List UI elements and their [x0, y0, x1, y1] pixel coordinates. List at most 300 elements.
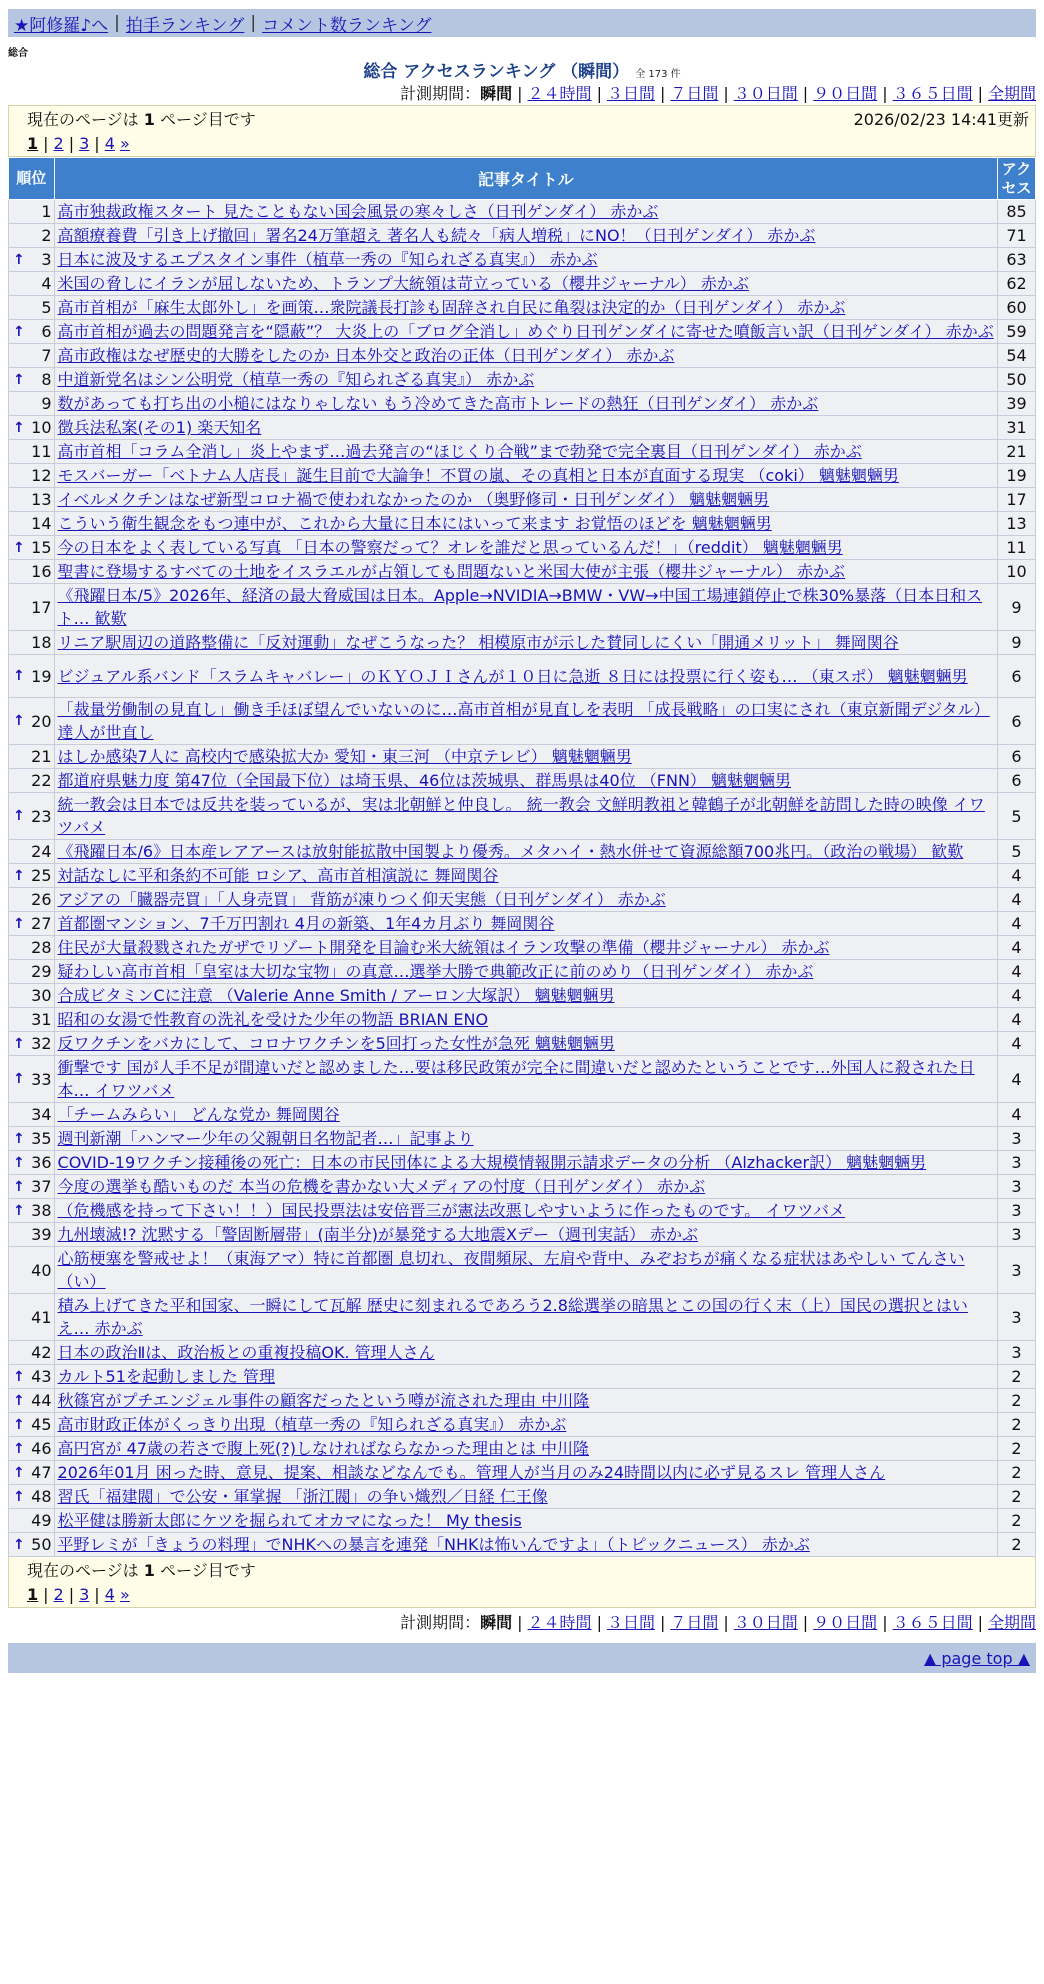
rank-cell: [9, 1509, 55, 1533]
article-link[interactable]: 高市首相が「麻生太郎外し」を画策…衆院議長打診も固辞され自民に亀裂は決定的か（日刊ゲンダイ） 赤かぶ: [57, 298, 846, 317]
article-link[interactable]: 今の日本をよく表している写真 「日本の警察だって？オレを誰だと思っているんだ！」（reddit） 魑魅魍魎男: [57, 538, 843, 557]
title-cell: [54, 793, 998, 840]
access-count: 39: [998, 392, 1036, 416]
table-row: [9, 1509, 1036, 1533]
table-row: [9, 464, 1036, 488]
article-link[interactable]: 昭和の女湯で性教育の洗礼を受けた少年の物語 BRIAN ENO: [57, 1010, 489, 1029]
rank-cell: [9, 1437, 55, 1461]
title-cell: [54, 1151, 998, 1175]
title-cell: [54, 584, 998, 631]
title-cell: [54, 1365, 998, 1389]
table-row: [9, 1294, 1036, 1341]
table-row: [9, 631, 1036, 655]
category-label: 総合: [8, 48, 28, 59]
pager-next-link[interactable]: »: [119, 1585, 130, 1604]
access-count: 2: [998, 1413, 1036, 1437]
title-cell: [54, 296, 998, 320]
title-cell: [54, 1103, 998, 1127]
total-count: 全 173 件: [635, 69, 681, 80]
title-cell: [54, 769, 998, 793]
article-link[interactable]: 住民が大量殺戮されたガザでリゾート開発を目論む米大統領はイラン攻撃の準備（櫻井ジャーナル） 赤かぶ: [57, 938, 830, 957]
table-row: [9, 368, 1036, 392]
table-row: [9, 1127, 1036, 1151]
access-count: 6: [998, 745, 1036, 769]
pager-separator: |: [43, 134, 49, 153]
rank-number: 41: [31, 1307, 52, 1327]
pager-current-page: 1: [27, 134, 39, 153]
article-link[interactable]: 高市首相が過去の問題発言を“隠蔽”？ 大炎上の「ブログ全消し」めぐり日刊ゲンダイに寄せた噴飯言い訳（日刊ゲンダイ） 赤かぶ: [57, 322, 994, 341]
table-row: [9, 912, 1036, 936]
period-link[interactable]: ３日間: [606, 84, 655, 103]
rank-number: 24: [31, 842, 52, 861]
rank-cell: [9, 912, 55, 936]
access-count: 17: [998, 488, 1036, 512]
rank-cell: [9, 200, 55, 224]
article-link[interactable]: ビジュアル系バンド「スラムキャバレー」のＫＹＯＪＩさんが１０日に急逝 ８日には投票に行く姿も… （東スポ） 魑魅魍魎男: [57, 666, 968, 686]
rank-cell: [9, 1413, 55, 1437]
title-cell: [54, 1294, 998, 1341]
rank-cell: [9, 1151, 55, 1175]
table-row: [9, 1151, 1036, 1175]
access-count: 54: [998, 344, 1036, 368]
table-row: [9, 1056, 1036, 1103]
rank-cell: [9, 1008, 55, 1032]
table-row: [9, 1389, 1036, 1413]
up-arrow-icon: ↑: [13, 539, 25, 556]
title-cell: [54, 392, 998, 416]
access-count: 59: [998, 320, 1036, 344]
rank-cell: [9, 296, 55, 320]
title-cell: [54, 698, 998, 745]
home-link[interactable]: ★阿修羅♪へ: [14, 15, 109, 36]
rank-cell: [9, 536, 55, 560]
rank-number: 50: [31, 1535, 52, 1554]
table-row: [9, 584, 1036, 631]
pager-separator: |: [68, 134, 75, 153]
up-arrow-icon: ↑: [13, 1368, 25, 1385]
article-link[interactable]: 松平健は勝新太郎にケツを掘られてオカマになった！ My thesis: [57, 1511, 522, 1530]
table-row: [9, 512, 1036, 536]
title-cell: [54, 416, 998, 440]
rank-column-header: 順位: [9, 158, 55, 200]
period-current: 瞬間: [480, 1613, 513, 1632]
access-count: 6: [998, 769, 1036, 793]
table-row: [9, 936, 1036, 960]
article-link[interactable]: 数があっても打ち出の小槌にはなりゃしない もう冷めてきた高市トレードの熱狂（日刊ゲンダイ） 赤かぶ: [57, 394, 819, 413]
article-link[interactable]: 心筋梗塞を警戒せよ！（東海アマ）特に首都圏 息切れ、夜間頻尿、左肩や背中、みぞおちが痛くなる症状はあやしい てんさい（い）: [57, 1249, 965, 1291]
pager-page-link[interactable]: 3: [79, 1585, 90, 1604]
title-cell: [54, 912, 998, 936]
table-row: [9, 1461, 1036, 1485]
title-cell: [54, 1032, 998, 1056]
access-count: 63: [998, 248, 1036, 272]
rank-number: 47: [31, 1463, 52, 1482]
rank-cell: [9, 416, 55, 440]
article-link[interactable]: リニア駅周辺の道路整備に「反対運動」なぜこうなった？ 相模原市が示した賛同しにくい「開通メリット」 舞岡関谷: [57, 633, 899, 652]
title-cell: [54, 864, 998, 888]
article-link[interactable]: （危機感を持って下さい！！）国民投票法は安倍晋三が憲法改悪しやすいように作ったものです。 イワツバメ: [57, 1201, 846, 1220]
rank-cell: [9, 769, 55, 793]
rank-number: 16: [31, 562, 52, 581]
rank-number: 3: [41, 250, 52, 269]
period-link[interactable]: ３日間: [606, 1613, 655, 1632]
access-count: 5: [998, 793, 1036, 840]
pager-separator: |: [94, 134, 100, 153]
period-separator: |: [659, 84, 666, 103]
title-cell: [54, 745, 998, 769]
title-cell: [54, 1223, 998, 1247]
article-link[interactable]: カルト51を起動しました 管理: [57, 1367, 275, 1386]
rank-cell: [9, 272, 55, 296]
article-link[interactable]: 高市首相「コラム全消し」炎上やまず…過去発言の“ほじくり合戦”まで勃発で完全裏目（日刊ゲンダイ） 赤かぶ: [57, 442, 862, 461]
article-link[interactable]: 合成ビタミンCに注意 （Valerie Anne Smith / アーロン大塚訳） 魑魅魍魎男: [57, 986, 615, 1005]
access-count: 4: [998, 1056, 1036, 1103]
period-link[interactable]: ３０日間: [733, 1613, 798, 1632]
title-cell: [54, 1175, 998, 1199]
pager-page-link[interactable]: 2: [53, 134, 64, 153]
up-arrow-icon: ↑: [13, 251, 25, 268]
access-count: 4: [998, 1103, 1036, 1127]
period-link[interactable]: ３６５日間: [892, 84, 973, 103]
access-count: 4: [998, 912, 1036, 936]
rank-cell: [9, 1199, 55, 1223]
rank-cell: [9, 984, 55, 1008]
title-cell: [54, 1533, 998, 1557]
rank-cell: [9, 936, 55, 960]
rank-number: 34: [31, 1105, 52, 1124]
up-arrow-icon: ↑: [13, 1202, 25, 1219]
article-link[interactable]: 《飛躍日本/5》2026年、経済の最大脅威国は日本。Apple→NVIDIA→BMW・VW→中国工場連鎖停止で株30%暴落（日本日和スト… 歓歎: [57, 586, 983, 628]
period-selector: [8, 83, 1036, 105]
access-count: 9: [998, 631, 1036, 655]
article-link[interactable]: 徴兵法私案(その1) 楽天知名: [57, 418, 262, 437]
pager-page-link[interactable]: 4: [104, 134, 115, 153]
rank-number: 38: [31, 1201, 52, 1220]
table-row: [9, 840, 1036, 864]
access-count: 2: [998, 1437, 1036, 1461]
rank-cell: [9, 1127, 55, 1151]
article-link[interactable]: はしか感染7人に 高校内で感染拡大か 愛知・東三河 （中京テレビ） 魑魅魍魎男: [57, 747, 632, 766]
period-separator: |: [977, 84, 983, 103]
up-arrow-icon: ↑: [13, 1416, 25, 1433]
access-count: 2: [998, 1461, 1036, 1485]
article-link[interactable]: こういう衛生観念をもつ連中が、これから大量に日本にはいって来ます お覚悟のほどを 魑魅魍魎男: [57, 514, 772, 533]
access-count: 4: [998, 864, 1036, 888]
page-top-link[interactable]: ▲ page top ▲: [923, 1648, 1030, 1668]
access-count: 2: [998, 1365, 1036, 1389]
article-link[interactable]: 日本の政治Ⅱは、政治板との重複投稿OK. 管理人さん: [57, 1343, 435, 1362]
rank-number: 37: [31, 1177, 52, 1196]
table-row: [9, 1032, 1036, 1056]
nav-separator: |: [114, 13, 120, 33]
article-link[interactable]: 高額療養費「引き上げ撤回」署名24万筆超え 著名人も続々「病人増税」にNO！（日刊ゲンダイ） 赤かぶ: [57, 226, 816, 245]
rank-cell: [9, 655, 55, 698]
rank-number: 26: [31, 890, 52, 909]
ranking-title: 総合 アクセスランキング （瞬間）: [363, 62, 630, 82]
period-selector-bottom: [8, 1612, 1036, 1634]
title-cell: [54, 1485, 998, 1509]
rank-number: 6: [41, 322, 52, 341]
rank-cell: [9, 1223, 55, 1247]
title-cell: [54, 1247, 998, 1294]
period-separator: |: [723, 1613, 729, 1632]
table-row: [9, 984, 1036, 1008]
title-cell: [54, 272, 998, 296]
rank-number: 39: [31, 1225, 52, 1244]
access-count: 13: [998, 512, 1036, 536]
title-cell: [54, 888, 998, 912]
title-cell: [54, 1389, 998, 1413]
rank-cell: [9, 392, 55, 416]
rank-cell: [9, 1365, 55, 1389]
period-link[interactable]: ７日間: [670, 84, 719, 103]
table-row: [9, 272, 1036, 296]
page-info-box: [8, 105, 1036, 157]
article-link[interactable]: アジアの「臓器売買」「人身売買」 背筋が凍りつく仰天実態（日刊ゲンダイ） 赤かぶ: [57, 890, 666, 909]
article-link[interactable]: モスバーガー「ベトナム人店長」誕生目前で大論争！不買の嵐、その真相と日本が直面する現実 （coki） 魑魅魍魎男: [57, 466, 899, 485]
period-separator: |: [723, 84, 729, 103]
rank-cell: [9, 793, 55, 840]
period-label: 計測期間：: [400, 1613, 481, 1632]
access-count: 21: [998, 440, 1036, 464]
access-count: 4: [998, 1032, 1036, 1056]
up-arrow-icon: ↑: [13, 668, 25, 684]
rank-number: 43: [31, 1367, 52, 1386]
article-link[interactable]: 高市財政正体がくっきり出現（植草一秀の『知られざる真実』） 赤かぶ: [57, 1415, 567, 1434]
access-count: 71: [998, 224, 1036, 248]
rank-number: 45: [31, 1415, 52, 1434]
rank-number: 8: [41, 370, 52, 389]
access-count: 6: [998, 655, 1036, 698]
article-link[interactable]: 今度の選挙も酷いものだ 本当の危機を書かない大メディアの忖度（日刊ゲンダイ） 赤かぶ: [57, 1177, 706, 1196]
access-count: 31: [998, 416, 1036, 440]
title-cell: [54, 200, 998, 224]
rank-cell: [9, 1032, 55, 1056]
rank-number: 27: [31, 914, 52, 933]
rank-cell: [9, 1056, 55, 1103]
access-count: 3: [998, 1247, 1036, 1294]
article-link[interactable]: 統一教会は日本では反共を装っているが、実は北朝鮮と仲良し。 統一教会 文鮮明教祖と韓鶴子が北朝鮮を訪問した時の映像 イワツバメ: [57, 795, 985, 837]
rank-number: 18: [31, 633, 52, 652]
up-arrow-icon: ↑: [13, 1440, 25, 1457]
period-separator: |: [882, 84, 888, 103]
title-cell: [54, 1056, 998, 1103]
title-cell: [54, 1127, 998, 1151]
rank-number: 9: [41, 394, 52, 413]
rank-cell: [9, 864, 55, 888]
access-count: 2: [998, 1485, 1036, 1509]
rank-cell: [9, 631, 55, 655]
period-link[interactable]: ７日間: [670, 1613, 719, 1632]
article-link[interactable]: 2026年01月 困った時、意見、提案、相談などなんでも。管理人が当月のみ24時間以内に必ず見るスレ 管理人さん: [57, 1463, 886, 1482]
up-arrow-icon: ↑: [13, 371, 25, 388]
rank-cell: [9, 224, 55, 248]
period-link[interactable]: 全期間: [987, 1613, 1036, 1632]
article-link[interactable]: 「チームみらい」 どんな党か 舞岡関谷: [57, 1105, 340, 1124]
table-row: [9, 488, 1036, 512]
current-page-text: 現在のページは 1 ページ目です: [27, 1561, 256, 1580]
period-link[interactable]: ９０日間: [813, 84, 878, 103]
article-link[interactable]: 「裁量労働制の見直し」働き手ほぼ望んでいないのに…高市首相が見直しを表明 「成長戦略」の口実にされ（東京新聞デジタル） 達人が世直し: [57, 700, 990, 742]
title-cell: [54, 512, 998, 536]
nav-separator: |: [250, 13, 257, 33]
rank-cell: [9, 320, 55, 344]
article-link[interactable]: COVID-19ワクチン接種後の死亡：日本の市民団体による大規模情報開示請求データの分析 （Alzhacker訳） 魑魅魍魎男: [57, 1153, 927, 1172]
period-link[interactable]: 全期間: [987, 84, 1036, 103]
period-separator: |: [802, 1613, 809, 1632]
article-link[interactable]: 週刊新潮「ハンマー少年の父親朝日名物記者…」記事より: [57, 1129, 474, 1148]
article-link[interactable]: イベルメクチンはなぜ新型コロナ禍で使われなかったのか （奥野修司・日刊ゲンダイ） 魑魅魍魎男: [57, 490, 770, 509]
rank-number: 5: [41, 298, 52, 317]
period-link[interactable]: ３６５日間: [892, 1613, 973, 1632]
title-cell: [54, 248, 998, 272]
article-link[interactable]: 聖書に登場するすべての土地をイスラエルが占領しても問題ないと米国大使が主張（櫻井ジャーナル） 赤かぶ: [57, 562, 846, 581]
article-link[interactable]: 高円宮が 47歳の若さで腹上死(?)しなければならなかった理由とは 中川隆: [57, 1439, 590, 1458]
article-link[interactable]: 平野レミが「きょうの料理」でNHKへの暴言を連発「NHKは怖いんですよ」（トピックニュース） 赤かぶ: [57, 1535, 810, 1554]
current-page-text: 現在のページは 1 ページ目です: [27, 110, 256, 129]
rank-cell: [9, 745, 55, 769]
period-label: 計測期間：: [400, 84, 481, 103]
access-count: 4: [998, 984, 1036, 1008]
article-link[interactable]: 米国の脅しにイランが屈しないため、トランプ大統領は苛立っている（櫻井ジャーナル） 赤かぶ: [57, 274, 749, 293]
pager-next-link[interactable]: »: [119, 134, 130, 153]
article-link[interactable]: 秋篠宮がプチエンジェル事件の顧客だったという噂が流された理由 中川隆: [57, 1391, 590, 1410]
rank-number: 25: [31, 866, 52, 885]
table-row: [9, 320, 1036, 344]
article-link[interactable]: 対話なしに平和条約不可能 ロシア、高市首相演説に 舞岡関谷: [57, 866, 499, 885]
up-arrow-icon: ↑: [13, 1035, 25, 1052]
article-link[interactable]: 日本に波及するエプスタイン事件（植草一秀の『知られざる真実』） 赤かぶ: [57, 250, 598, 269]
period-link[interactable]: ９０日間: [813, 1613, 878, 1632]
title-cell: [54, 984, 998, 1008]
rank-number: 42: [31, 1343, 52, 1362]
rank-number: 35: [31, 1129, 52, 1148]
access-column-header: アクセス: [998, 158, 1036, 200]
rank-number: 32: [31, 1034, 52, 1053]
rank-cell: [9, 1461, 55, 1485]
access-count: 62: [998, 272, 1036, 296]
access-count: 4: [998, 960, 1036, 984]
rank-cell: [9, 1294, 55, 1341]
title-cell: [54, 1341, 998, 1365]
up-arrow-icon: ↑: [13, 1488, 25, 1505]
up-arrow-icon: ↑: [13, 1464, 25, 1481]
pagination-bottom: [27, 1583, 1029, 1607]
rank-number: 4: [41, 274, 52, 293]
title-cell: [54, 440, 998, 464]
article-link[interactable]: 高市独裁政権スタート 見たこともない国会風景の寒々しさ（日刊ゲンダイ） 赤かぶ: [57, 202, 659, 221]
table-row: [9, 440, 1036, 464]
rank-cell: [9, 840, 55, 864]
table-row: [9, 560, 1036, 584]
ranking-table: [8, 157, 1036, 1557]
rank-cell: [9, 560, 55, 584]
article-link[interactable]: 都道府県魅力度 第47位（全国最下位）は埼玉県、46位は茨城県、群馬県は40位 （FNN） 魑魅魍魎男: [57, 771, 792, 790]
article-link[interactable]: 九州壊滅!? 沈黙する「警固断層帯」(南半分)が暴発する大地震Xデー（週刊実話） 赤かぶ: [57, 1225, 699, 1244]
article-link[interactable]: 高市政権はなぜ歴史的大勝をしたのか 日本外交と政治の正体（日刊ゲンダイ） 赤かぶ: [57, 346, 675, 365]
clap-ranking-link[interactable]: 拍手ランキング: [125, 15, 245, 36]
rank-number: 29: [31, 962, 52, 981]
rank-number: 15: [31, 538, 52, 557]
table-row: [9, 248, 1036, 272]
article-link[interactable]: 中道新党名はシン公明党（植草一秀の『知られざる真実』） 赤かぶ: [57, 370, 535, 389]
period-separator: |: [596, 1613, 602, 1632]
rank-cell: [9, 1341, 55, 1365]
rank-number: 11: [31, 442, 52, 461]
rank-number: 7: [41, 346, 52, 365]
article-link[interactable]: 疑わしい高市首相「皇室は大切な宝物」の真意…選挙大勝で典範改正に前のめり（日刊ゲンダイ） 赤かぶ: [57, 962, 814, 981]
period-link[interactable]: ２４時間: [527, 1613, 592, 1632]
up-arrow-icon: ↑: [13, 808, 25, 824]
rank-number: 31: [31, 1010, 52, 1029]
article-link[interactable]: 積み上げてきた平和国家、一瞬にして瓦解 歴史に刻まれるであろう2.8総選挙の暗黒とこの国の行く末（上）国民の選択とはいえ… 赤かぶ: [57, 1296, 968, 1338]
access-count: 11: [998, 536, 1036, 560]
period-link[interactable]: ３０日間: [733, 84, 798, 103]
page-title: [8, 61, 1036, 83]
table-row: [9, 655, 1036, 698]
access-count: 3: [998, 1223, 1036, 1247]
table-row: [9, 888, 1036, 912]
table-row: [9, 296, 1036, 320]
rank-number: 36: [31, 1153, 52, 1172]
table-row: [9, 960, 1036, 984]
rank-number: 46: [31, 1439, 52, 1458]
title-cell: [54, 960, 998, 984]
article-link[interactable]: 《飛躍日本/6》日本産レアアースは放射能拡散中国製より優秀。メタハイ・熱水併せて資源総額700兆円。（政治の戦場） 歓歎: [57, 842, 964, 861]
table-row: [9, 864, 1036, 888]
title-cell: [54, 368, 998, 392]
period-separator: |: [517, 1613, 523, 1632]
rank-cell: [9, 368, 55, 392]
table-row: [9, 1533, 1036, 1557]
access-count: 85: [998, 200, 1036, 224]
article-link[interactable]: 衝撃です 国が人手不足が間違いだと認めました…要は移民政策が完全に間違いだと認めたということです…外国人に殺された日本… イワツバメ: [57, 1058, 975, 1100]
article-link[interactable]: 首都圏マンション、7千万円割れ 4月の新築、1年4カ月ぶり 舞岡関谷: [57, 914, 555, 933]
rank-number: 23: [31, 806, 52, 826]
table-row: [9, 1485, 1036, 1509]
pager-page-link[interactable]: 2: [53, 1585, 64, 1604]
rank-number: 22: [31, 771, 52, 790]
title-cell: [54, 936, 998, 960]
up-arrow-icon: ↑: [13, 1154, 25, 1171]
rank-number: 19: [31, 666, 52, 686]
table-row: [9, 200, 1036, 224]
access-count: 2: [998, 1533, 1036, 1557]
pager-page-link[interactable]: 4: [104, 1585, 115, 1604]
rank-cell: [9, 464, 55, 488]
updated-timestamp: 2026/02/23 14:41更新: [853, 110, 1029, 129]
rank-number: 2: [41, 226, 52, 245]
rank-cell: [9, 344, 55, 368]
up-arrow-icon: ↑: [13, 1130, 25, 1147]
article-link[interactable]: 習氏「福建閥」で公安・軍掌握 「浙江閥」の争い熾烈／日経 仁王像: [57, 1487, 548, 1506]
table-row: [9, 416, 1036, 440]
comment-ranking-link[interactable]: コメント数ランキング: [262, 15, 432, 36]
article-link[interactable]: 反ワクチンをバカにして、コロナワクチンを5回打った女性が急死 魑魅魍魎男: [57, 1034, 615, 1053]
pagination: [27, 132, 1029, 156]
rank-cell: [9, 1533, 55, 1557]
up-arrow-icon: ↑: [13, 1536, 25, 1553]
access-count: 60: [998, 296, 1036, 320]
rank-number: 28: [31, 938, 52, 957]
access-count: 6: [998, 698, 1036, 745]
pager-page-link[interactable]: 3: [79, 134, 90, 153]
access-count: 3: [998, 1175, 1036, 1199]
pager-separator: |: [94, 1585, 100, 1604]
up-arrow-icon: ↑: [13, 1178, 25, 1195]
access-count: 2: [998, 1389, 1036, 1413]
period-link[interactable]: ２４時間: [527, 84, 592, 103]
